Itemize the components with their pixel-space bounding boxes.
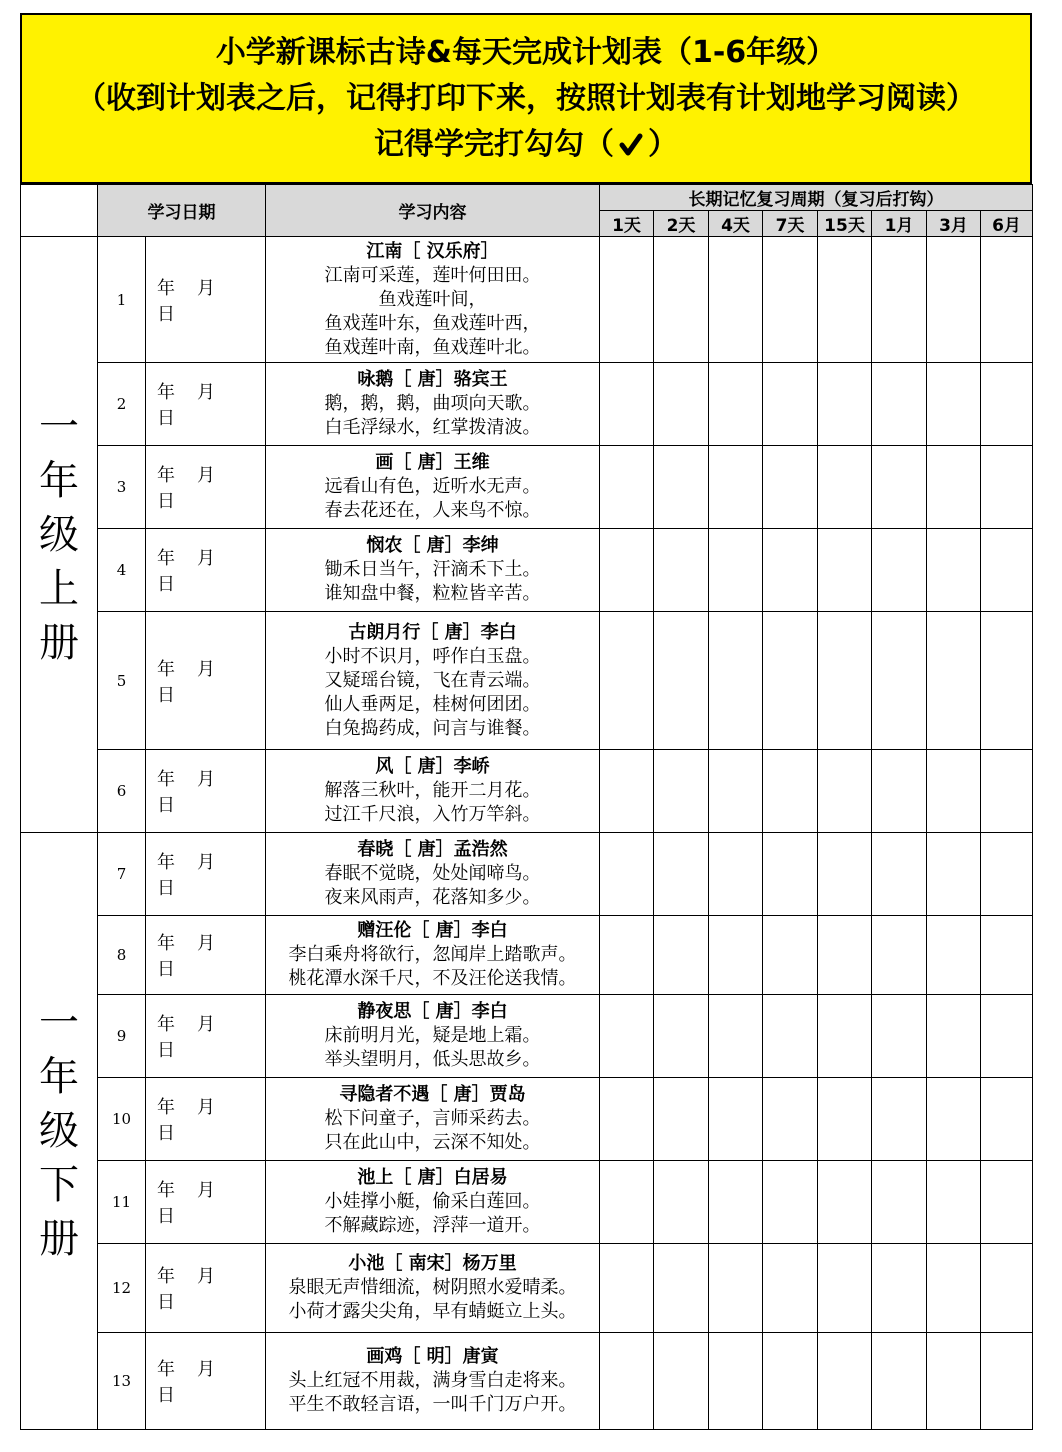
- date-part-label: 年: [157, 658, 175, 680]
- date-part-label: 月: [197, 1180, 215, 1201]
- review-checkbox-cell[interactable]: [600, 1078, 654, 1161]
- date-part-label: 月: [197, 465, 215, 486]
- review-checkbox-cell[interactable]: [654, 363, 709, 446]
- date-part-label: 年: [157, 465, 175, 486]
- review-checkbox-cell[interactable]: [709, 1244, 763, 1333]
- date-field[interactable]: [146, 916, 266, 995]
- date-part-label: 年: [157, 1266, 175, 1287]
- review-checkbox-cell[interactable]: [654, 750, 709, 833]
- poem-title: 池上［ 唐］白居易: [357, 1167, 508, 1188]
- header-review: 长期记忆复习周期（复习后打钩）: [600, 185, 1033, 211]
- row-number: 12: [98, 1244, 146, 1333]
- review-checkbox-cell[interactable]: [981, 1078, 1033, 1161]
- date-part-label: 日: [157, 1040, 175, 1061]
- grade-label-char: 一: [39, 1000, 79, 1046]
- date-part-label: 月: [197, 658, 215, 680]
- poem-title: 江南［ 汉乐府］: [366, 240, 499, 262]
- poem-line: 仙人垂两足，桂树何团团。: [324, 693, 541, 715]
- review-checkbox-cell[interactable]: [818, 1078, 872, 1161]
- review-checkbox-cell[interactable]: [872, 446, 927, 529]
- review-checkbox-cell[interactable]: [763, 363, 818, 446]
- poem-line: 小荷才露尖尖角，早有蜻蜓立上头。: [288, 1301, 577, 1322]
- review-checkbox-cell[interactable]: [927, 612, 981, 750]
- poem-content: [266, 612, 600, 750]
- review-checkbox-cell[interactable]: [927, 446, 981, 529]
- review-checkbox-cell[interactable]: [654, 529, 709, 612]
- date-part-label: 年: [157, 1359, 175, 1380]
- review-checkbox-cell[interactable]: [654, 833, 709, 916]
- review-checkbox-cell[interactable]: [872, 529, 927, 612]
- review-checkbox-cell[interactable]: [600, 612, 654, 750]
- poem-line: 头上红冠不用裁，满身雪白走将来。: [288, 1370, 577, 1391]
- review-checkbox-cell[interactable]: [763, 1244, 818, 1333]
- date-part-label: 月: [197, 277, 215, 299]
- poem-content: [266, 1161, 600, 1244]
- review-checkbox-cell[interactable]: [981, 1333, 1033, 1430]
- title-line-2: （收到计划表之后，记得打印下来，按照计划表有计划地学习阅读）: [76, 80, 976, 116]
- poem-line: 李白乘舟将欲行，忽闻岸上踏歌声。: [288, 944, 577, 965]
- poem-line: 江南可采莲，莲叶何田田。: [324, 264, 541, 286]
- review-checkbox-cell[interactable]: [818, 1161, 872, 1244]
- poem-content: [266, 995, 600, 1078]
- date-part-label: 月: [197, 1359, 215, 1380]
- checkmark-icon: [616, 130, 646, 160]
- header-period-4: 7天: [763, 211, 818, 237]
- table-row: [21, 237, 1033, 363]
- grade-label-char: 级: [39, 1108, 79, 1154]
- row-number: 11: [98, 1161, 146, 1244]
- review-checkbox-cell[interactable]: [981, 916, 1033, 995]
- review-checkbox-cell[interactable]: [763, 833, 818, 916]
- review-checkbox-cell[interactable]: [654, 1078, 709, 1161]
- review-checkbox-cell[interactable]: [654, 1244, 709, 1333]
- grade-label-char: 册: [39, 619, 79, 666]
- poem-title: 小池［ 南宋］杨万里: [348, 1253, 517, 1274]
- row-number: 10: [98, 1078, 146, 1161]
- date-field[interactable]: [146, 833, 266, 916]
- review-checkbox-cell[interactable]: [763, 446, 818, 529]
- review-checkbox-cell[interactable]: [600, 995, 654, 1078]
- header-period-7: 3月: [927, 211, 981, 237]
- poem-line: 解落三秋叶，能开二月花。: [324, 780, 541, 801]
- review-checkbox-cell[interactable]: [600, 1161, 654, 1244]
- review-checkbox-cell[interactable]: [763, 916, 818, 995]
- review-checkbox-cell[interactable]: [763, 1078, 818, 1161]
- poem-title: 春晓［ 唐］孟浩然: [357, 839, 508, 860]
- table-row: [21, 833, 1033, 916]
- table-row: [21, 916, 1033, 995]
- grade-label-char: 下: [39, 1162, 79, 1208]
- review-checkbox-cell[interactable]: [600, 1244, 654, 1333]
- poem-line: 举头望明月，低头思故乡。: [324, 1049, 541, 1070]
- poem-line: 白兔捣药成，问言与谁餐。: [324, 717, 541, 739]
- poem-line: 又疑瑶台镜，飞在青云端。: [324, 669, 541, 691]
- review-checkbox-cell[interactable]: [981, 446, 1033, 529]
- poem-title: 赠汪伦［ 唐］李白: [357, 920, 508, 941]
- review-checkbox-cell[interactable]: [927, 1333, 981, 1430]
- header-period-1: 1天: [600, 211, 654, 237]
- poem-line: 谁知盘中餐，粒粒皆辛苦。: [324, 583, 541, 604]
- review-checkbox-cell[interactable]: [927, 237, 981, 363]
- date-part-label: 年: [157, 933, 175, 954]
- grade-label-char: 年: [39, 1054, 79, 1100]
- review-checkbox-cell[interactable]: [709, 916, 763, 995]
- review-checkbox-cell[interactable]: [600, 750, 654, 833]
- review-checkbox-cell[interactable]: [654, 916, 709, 995]
- review-checkbox-cell[interactable]: [818, 916, 872, 995]
- review-checkbox-cell[interactable]: [927, 1161, 981, 1244]
- table-row: [21, 750, 1033, 833]
- review-checkbox-cell[interactable]: [600, 916, 654, 995]
- poem-line: 白毛浮绿水，红掌拨清波。: [324, 417, 541, 438]
- date-field[interactable]: [146, 750, 266, 833]
- review-checkbox-cell[interactable]: [872, 916, 927, 995]
- poem-line: 只在此山中，云深不知处。: [324, 1132, 541, 1153]
- poem-line: 锄禾日当午，汗滴禾下土。: [324, 559, 541, 580]
- row-number: 5: [98, 612, 146, 750]
- review-checkbox-cell[interactable]: [709, 363, 763, 446]
- date-part-label: 日: [157, 795, 175, 816]
- review-checkbox-cell[interactable]: [981, 995, 1033, 1078]
- row-number: 7: [98, 833, 146, 916]
- date-part-label: 日: [157, 408, 175, 429]
- review-checkbox-cell[interactable]: [818, 750, 872, 833]
- date-field[interactable]: [146, 446, 266, 529]
- review-checkbox-cell[interactable]: [872, 833, 927, 916]
- header-blank-cell: [21, 185, 98, 237]
- review-checkbox-cell[interactable]: [927, 833, 981, 916]
- table-row: [21, 529, 1033, 612]
- grade-section-label: [21, 833, 98, 1430]
- review-checkbox-cell[interactable]: [872, 750, 927, 833]
- grade-label-char: 级: [39, 511, 79, 558]
- review-checkbox-cell[interactable]: [709, 1078, 763, 1161]
- review-checkbox-cell[interactable]: [818, 446, 872, 529]
- title-banner: [20, 13, 1032, 184]
- row-number: 8: [98, 916, 146, 995]
- review-checkbox-cell[interactable]: [709, 237, 763, 363]
- review-checkbox-cell[interactable]: [818, 833, 872, 916]
- date-part-label: 月: [197, 382, 215, 403]
- poem-line: 过江千尺浪，入竹万竿斜。: [324, 804, 541, 825]
- table-row: [21, 363, 1033, 446]
- poem-content: [266, 916, 600, 995]
- review-checkbox-cell[interactable]: [927, 1244, 981, 1333]
- date-part-label: 年: [157, 548, 175, 569]
- poem-line: 桃花潭水深千尺，不及汪伦送我情。: [288, 968, 577, 989]
- review-checkbox-cell[interactable]: [763, 612, 818, 750]
- date-part-label: 月: [197, 852, 215, 873]
- review-checkbox-cell[interactable]: [600, 363, 654, 446]
- date-field[interactable]: [146, 529, 266, 612]
- poem-line: 鱼戏莲叶间，: [378, 288, 487, 310]
- table-row: [21, 1078, 1033, 1161]
- poem-line: 不解藏踪迹，浮萍一道开。: [324, 1215, 541, 1236]
- header-period-5: 15天: [818, 211, 872, 237]
- review-checkbox-cell[interactable]: [818, 363, 872, 446]
- date-part-label: 日: [157, 1385, 175, 1406]
- title-line-1: 小学新课标古诗&每天完成计划表（1-6年级）: [215, 34, 837, 70]
- poem-line: 鱼戏莲叶东，鱼戏莲叶西，: [324, 312, 541, 334]
- review-checkbox-cell[interactable]: [927, 916, 981, 995]
- poem-content: [266, 237, 600, 363]
- poem-title: 风［ 唐］李峤: [375, 756, 490, 777]
- date-field[interactable]: [146, 612, 266, 750]
- review-checkbox-cell[interactable]: [981, 363, 1033, 446]
- date-part-label: 月: [197, 1097, 215, 1118]
- grade-label-char: 上: [39, 565, 79, 612]
- date-part-label: 日: [157, 491, 175, 512]
- poem-line: 夜来风雨声，花落知多少。: [324, 887, 541, 908]
- review-checkbox-cell[interactable]: [600, 446, 654, 529]
- poem-line: 平生不敢轻言语，一叫千门万户开。: [288, 1394, 577, 1415]
- review-checkbox-cell[interactable]: [927, 363, 981, 446]
- poem-line: 春眠不觉晓，处处闻啼鸟。: [324, 863, 541, 884]
- review-checkbox-cell[interactable]: [981, 529, 1033, 612]
- date-part-label: 年: [157, 1097, 175, 1118]
- review-checkbox-cell[interactable]: [818, 995, 872, 1078]
- date-part-label: 年: [157, 382, 175, 403]
- review-checkbox-cell[interactable]: [981, 612, 1033, 750]
- header-period-8: 6月: [981, 211, 1033, 237]
- date-part-label: 日: [157, 574, 175, 595]
- poem-line: 远看山有色，近听水无声。: [324, 476, 541, 497]
- review-checkbox-cell[interactable]: [818, 1333, 872, 1430]
- review-checkbox-cell[interactable]: [818, 1244, 872, 1333]
- grade-label-char: 年: [39, 457, 79, 504]
- review-checkbox-cell[interactable]: [981, 833, 1033, 916]
- review-checkbox-cell[interactable]: [763, 1161, 818, 1244]
- poem-line: 春去花还在，人来鸟不惊。: [324, 500, 541, 521]
- title-line-3-text: 记得学完打勾勾（: [374, 126, 614, 162]
- poem-line: 泉眼无声惜细流，树阴照水爱晴柔。: [288, 1277, 577, 1298]
- row-number: 9: [98, 995, 146, 1078]
- review-checkbox-cell[interactable]: [927, 995, 981, 1078]
- date-part-label: 月: [197, 548, 215, 569]
- row-number: 1: [98, 237, 146, 363]
- poem-content: [266, 750, 600, 833]
- review-checkbox-cell[interactable]: [763, 995, 818, 1078]
- poem-content: [266, 446, 600, 529]
- date-part-label: 年: [157, 1014, 175, 1035]
- review-checkbox-cell[interactable]: [872, 1244, 927, 1333]
- review-checkbox-cell[interactable]: [600, 529, 654, 612]
- table-row: [21, 995, 1033, 1078]
- review-checkbox-cell[interactable]: [872, 612, 927, 750]
- poem-title: 古朗月行［ 唐］李白: [348, 621, 517, 643]
- review-checkbox-cell[interactable]: [818, 612, 872, 750]
- review-checkbox-cell[interactable]: [654, 612, 709, 750]
- poem-title: 画［ 唐］王维: [375, 452, 490, 473]
- date-field[interactable]: [146, 1244, 266, 1333]
- date-part-label: 年: [157, 1180, 175, 1201]
- poem-title: 静夜思［ 唐］李白: [357, 1001, 508, 1022]
- header-period-2: 2天: [654, 211, 709, 237]
- date-field[interactable]: [146, 995, 266, 1078]
- review-checkbox-cell[interactable]: [709, 529, 763, 612]
- grade-label-char: 一: [39, 403, 79, 450]
- review-checkbox-cell[interactable]: [872, 237, 927, 363]
- review-checkbox-cell[interactable]: [981, 237, 1033, 363]
- review-checkbox-cell[interactable]: [600, 237, 654, 363]
- poem-content: [266, 1244, 600, 1333]
- review-checkbox-cell[interactable]: [654, 995, 709, 1078]
- date-part-label: 日: [157, 959, 175, 980]
- review-checkbox-cell[interactable]: [709, 612, 763, 750]
- date-field[interactable]: [146, 1078, 266, 1161]
- review-checkbox-cell[interactable]: [654, 446, 709, 529]
- poem-line: 床前明月光，疑是地上霜。: [324, 1025, 541, 1046]
- row-number: 2: [98, 363, 146, 446]
- review-checkbox-cell[interactable]: [818, 237, 872, 363]
- poem-content: [266, 1078, 600, 1161]
- review-checkbox-cell[interactable]: [872, 995, 927, 1078]
- poem-line: 小娃撑小艇，偷采白莲回。: [324, 1191, 541, 1212]
- review-checkbox-cell[interactable]: [600, 1333, 654, 1430]
- review-checkbox-cell[interactable]: [981, 1161, 1033, 1244]
- review-checkbox-cell[interactable]: [709, 1333, 763, 1430]
- review-checkbox-cell[interactable]: [709, 833, 763, 916]
- header-period-6: 1月: [872, 211, 927, 237]
- review-checkbox-cell[interactable]: [600, 833, 654, 916]
- poem-title: 寻隐者不遇［ 唐］贾岛: [339, 1084, 526, 1105]
- date-part-label: 月: [197, 1014, 215, 1035]
- poem-line: 鱼戏莲叶南，鱼戏莲叶北。: [324, 336, 541, 358]
- review-checkbox-cell[interactable]: [654, 1333, 709, 1430]
- date-field[interactable]: [146, 1161, 266, 1244]
- date-part-label: 月: [197, 769, 215, 790]
- poem-line: 鹅，鹅，鹅，曲项向天歌。: [324, 393, 541, 414]
- review-checkbox-cell[interactable]: [763, 237, 818, 363]
- date-part-label: 年: [157, 277, 175, 299]
- review-checkbox-cell[interactable]: [763, 1333, 818, 1430]
- poem-content: [266, 529, 600, 612]
- date-part-label: 月: [197, 933, 215, 954]
- header-content: 学习内容: [266, 185, 600, 237]
- poem-content: [266, 363, 600, 446]
- row-number: 6: [98, 750, 146, 833]
- review-checkbox-cell[interactable]: [818, 529, 872, 612]
- review-checkbox-cell[interactable]: [872, 363, 927, 446]
- header-period-3: 4天: [709, 211, 763, 237]
- review-checkbox-cell[interactable]: [654, 237, 709, 363]
- poem-line: 小时不识月，呼作白玉盘。: [324, 645, 541, 667]
- poem-title: 咏鹅［ 唐］骆宾王: [357, 369, 508, 390]
- poem-content: [266, 1333, 600, 1430]
- review-checkbox-cell[interactable]: [709, 750, 763, 833]
- poem-title: 悯农［ 唐］李绅: [366, 535, 499, 556]
- row-number: 4: [98, 529, 146, 612]
- date-field[interactable]: [146, 237, 266, 363]
- date-part-label: 日: [157, 1292, 175, 1313]
- table-row: [21, 1333, 1033, 1430]
- row-number: 13: [98, 1333, 146, 1430]
- review-checkbox-cell[interactable]: [763, 750, 818, 833]
- study-plan-table: [20, 184, 1033, 1430]
- review-checkbox-cell[interactable]: [927, 750, 981, 833]
- review-checkbox-cell[interactable]: [654, 1161, 709, 1244]
- review-checkbox-cell[interactable]: [981, 1244, 1033, 1333]
- date-part-label: 日: [157, 303, 175, 325]
- review-checkbox-cell[interactable]: [709, 1161, 763, 1244]
- date-part-label: 日: [157, 1123, 175, 1144]
- review-checkbox-cell[interactable]: [709, 446, 763, 529]
- title-line-3: [374, 122, 678, 168]
- date-part-label: 日: [157, 878, 175, 899]
- date-part-label: 日: [157, 1206, 175, 1227]
- table-row: [21, 1244, 1033, 1333]
- title-line-3-close: ）: [648, 126, 678, 162]
- review-checkbox-cell[interactable]: [981, 750, 1033, 833]
- review-checkbox-cell[interactable]: [927, 529, 981, 612]
- poem-content: [266, 833, 600, 916]
- review-checkbox-cell[interactable]: [709, 995, 763, 1078]
- date-field[interactable]: [146, 363, 266, 446]
- table-row: [21, 1161, 1033, 1244]
- row-number: 3: [98, 446, 146, 529]
- date-part-label: 日: [157, 684, 175, 706]
- poem-title: 画鸡［ 明］唐寅: [366, 1346, 499, 1367]
- review-checkbox-cell[interactable]: [763, 529, 818, 612]
- review-checkbox-cell[interactable]: [872, 1078, 927, 1161]
- review-checkbox-cell[interactable]: [872, 1161, 927, 1244]
- grade-section-label: [21, 237, 98, 833]
- header-date: 学习日期: [98, 185, 266, 237]
- review-checkbox-cell[interactable]: [872, 1333, 927, 1430]
- date-field[interactable]: [146, 1333, 266, 1430]
- review-checkbox-cell[interactable]: [927, 1078, 981, 1161]
- date-part-label: 年: [157, 769, 175, 790]
- poem-line: 松下问童子，言师采药去。: [324, 1108, 541, 1129]
- date-part-label: 年: [157, 852, 175, 873]
- date-part-label: 月: [197, 1266, 215, 1287]
- grade-label-char: 册: [39, 1216, 79, 1262]
- table-row: [21, 446, 1033, 529]
- table-row: [21, 612, 1033, 750]
